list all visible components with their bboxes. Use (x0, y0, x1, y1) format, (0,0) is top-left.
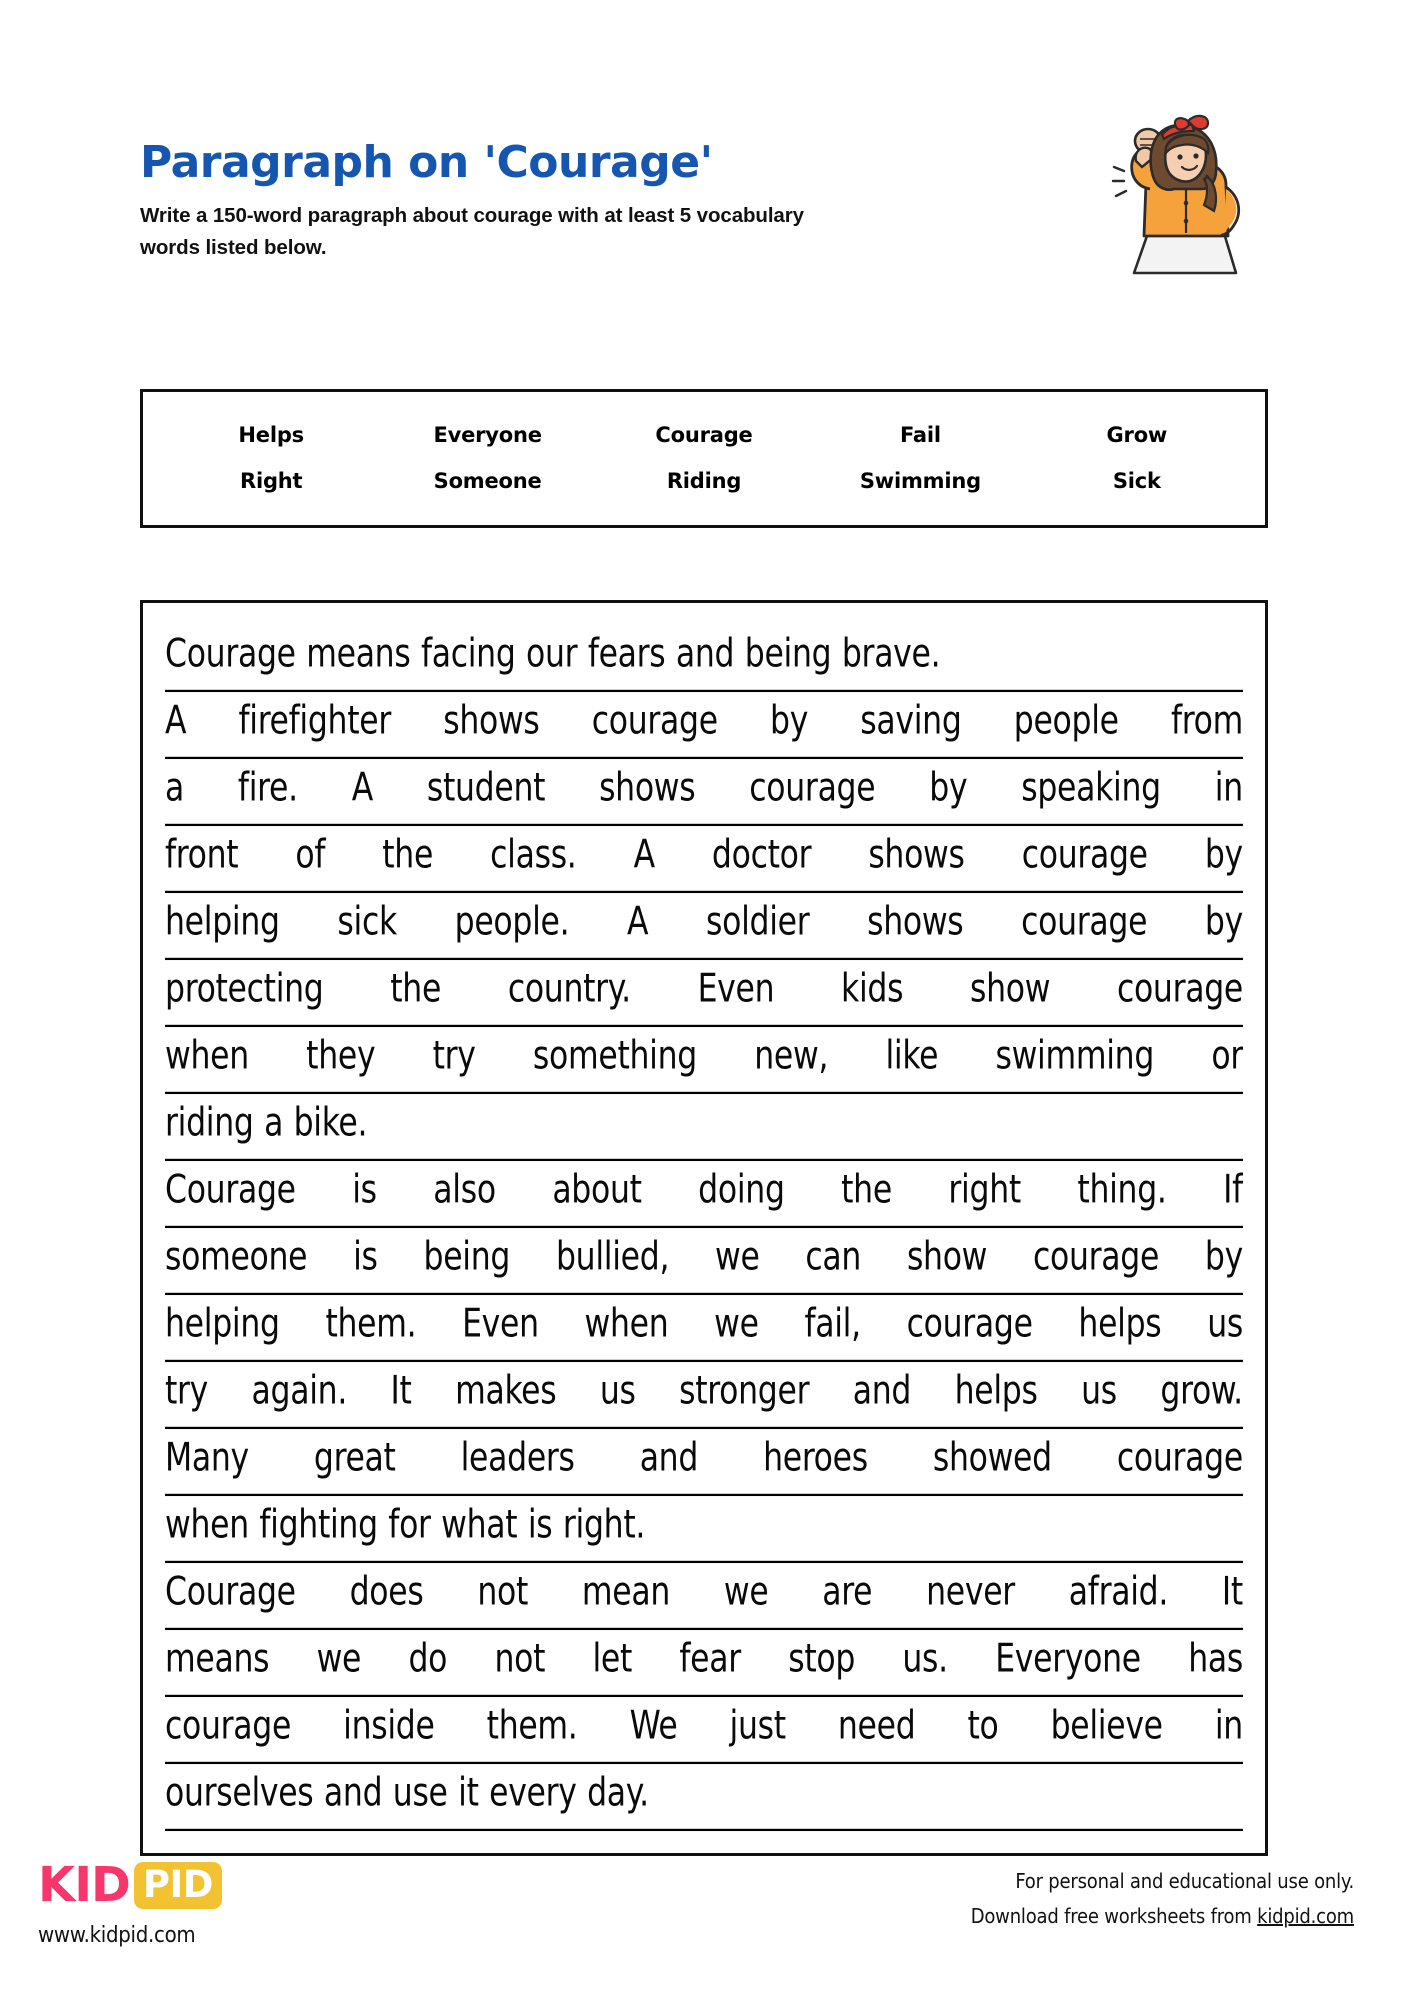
answer-word: us (1207, 1301, 1243, 1347)
answer-word: front (165, 832, 239, 878)
answer-word: Even (462, 1301, 539, 1347)
answer-word: or (1211, 1033, 1243, 1079)
footer-credits (971, 1864, 1354, 1934)
answer-word: fears (587, 631, 666, 677)
answer-line (165, 818, 1243, 893)
answer-word: protecting (165, 966, 324, 1012)
answer-word: A (627, 899, 649, 945)
vocab-word: Riding (666, 468, 742, 493)
answer-word: shows (443, 698, 540, 744)
answer-word: again. (251, 1368, 348, 1414)
answer-word: can (805, 1234, 862, 1280)
logo-pid-badge: PID (134, 1862, 222, 1909)
answer-word: also (433, 1167, 496, 1213)
vocab-word: Grow (1106, 422, 1168, 447)
answer-word: someone (165, 1234, 308, 1280)
answer-word: people. (454, 899, 570, 945)
answer-word: sick (337, 899, 397, 945)
answer-word: use (392, 1770, 448, 1816)
answer-word: we (316, 1636, 362, 1682)
answer-word: by (929, 765, 968, 811)
answer-word: us. (902, 1636, 948, 1682)
answer-word: they (306, 1033, 376, 1079)
answer-word: great (313, 1435, 396, 1481)
answer-word: is (352, 1167, 377, 1213)
answer-word: stop (788, 1636, 856, 1682)
answer-line (165, 1354, 1243, 1429)
answer-word: showed (932, 1435, 1052, 1481)
answer-word: It (1221, 1569, 1243, 1615)
answer-word: them. (486, 1703, 578, 1749)
answer-word: courage (1021, 899, 1148, 945)
answer-word: is (353, 1234, 378, 1280)
page-title: Paragraph on 'Courage' (140, 137, 713, 188)
answer-word: fire. (237, 765, 298, 811)
answer-word: shows (599, 765, 696, 811)
answer-word: and (323, 1770, 383, 1816)
answer-word: the (390, 966, 442, 1012)
answer-word: right. (562, 1502, 646, 1548)
answer-word: something (532, 1033, 697, 1079)
answer-word: kids (841, 966, 904, 1012)
logo-mark (38, 1856, 338, 1914)
answer-word: fail, (804, 1301, 861, 1347)
word-bank-row (163, 423, 1245, 447)
answer-word: by (770, 698, 809, 744)
answer-word: of (295, 832, 326, 878)
answer-word: when (584, 1301, 669, 1347)
answer-word: courage (1116, 966, 1243, 1012)
answer-word: helping (165, 899, 280, 945)
answer-word: every (489, 1770, 577, 1816)
answer-line (165, 1287, 1243, 1362)
answer-word: try (165, 1368, 209, 1414)
vocabulary-word-bank (140, 389, 1268, 528)
answer-word: courage (1021, 832, 1148, 878)
answer-word: and (639, 1435, 699, 1481)
answer-word: in (1214, 765, 1243, 811)
vocab-word: Swimming (859, 468, 981, 493)
girl-flexing-arm-illustration (1076, 105, 1286, 315)
answer-word: and (852, 1368, 912, 1414)
answer-word: us (599, 1368, 636, 1414)
answer-word: It (390, 1368, 412, 1414)
answer-word: brave. (841, 631, 941, 677)
vocab-word: Helps (238, 422, 304, 447)
answer-word: the (841, 1167, 892, 1213)
kidpid-logo (38, 1856, 338, 1948)
answer-word: by (1204, 1234, 1243, 1280)
answer-line (165, 1622, 1243, 1697)
answer-line (165, 1086, 1243, 1161)
answer-word: class. (490, 832, 577, 878)
answer-word: soldier (706, 899, 810, 945)
answer-word: If (1223, 1167, 1243, 1213)
answer-word: courage (1033, 1234, 1160, 1280)
answer-word: about (552, 1167, 642, 1213)
answer-word: mean (581, 1569, 670, 1615)
answer-word: riding (165, 1100, 254, 1146)
answer-word: fighting (259, 1502, 378, 1548)
answer-word: for (388, 1502, 431, 1548)
answer-word: courage (749, 765, 876, 811)
answer-word: firefighter (238, 698, 391, 744)
answer-word: shows (867, 899, 964, 945)
answer-word: a (165, 765, 184, 811)
answer-word: doctor (711, 832, 812, 878)
answer-word: swimming (995, 1033, 1155, 1079)
answer-word: them. (325, 1301, 417, 1347)
answer-word: right (948, 1167, 1021, 1213)
answer-line (165, 1220, 1243, 1295)
vocab-word: Everyone (433, 422, 542, 447)
answer-word: helps (1078, 1301, 1162, 1347)
answer-word: bike. (293, 1100, 368, 1146)
answer-word: new, (754, 1033, 829, 1079)
answer-line (165, 1689, 1243, 1764)
answer-word: student (426, 765, 546, 811)
answer-word: helps (954, 1368, 1038, 1414)
answer-line (165, 1756, 1243, 1831)
vocab-word: Fail (899, 422, 941, 447)
answer-line (165, 684, 1243, 759)
answer-line (165, 1488, 1243, 1563)
answer-word: believe (1050, 1703, 1163, 1749)
credit-download-prefix: Download free worksheets from (970, 1904, 1258, 1928)
answer-word: A (633, 832, 655, 878)
vocab-word: Someone (433, 468, 542, 493)
answer-word: do (408, 1636, 448, 1682)
answer-word: ourselves (165, 1770, 314, 1816)
answer-word: it (458, 1770, 479, 1816)
answer-word: we (714, 1301, 759, 1347)
answer-word: show (906, 1234, 988, 1280)
answer-word: day. (587, 1770, 649, 1816)
paragraph-answer-box[interactable] (140, 600, 1268, 1856)
answer-word: shows (868, 832, 965, 878)
answer-line (165, 751, 1243, 826)
answer-word: try (432, 1033, 476, 1079)
answer-word: thing. (1077, 1167, 1167, 1213)
answer-word: and (675, 631, 735, 677)
answer-line (165, 1421, 1243, 1496)
logo-website-url: www.kidpid.com (38, 1923, 196, 1948)
vocab-word: Courage (655, 422, 753, 447)
answer-word: A (165, 698, 187, 744)
answer-word: are (822, 1569, 873, 1615)
answer-word: is (527, 1502, 553, 1548)
answer-word: Even (697, 966, 775, 1012)
answer-word: in (1214, 1703, 1243, 1749)
answer-word: Everyone (995, 1636, 1141, 1682)
answer-word: we (723, 1569, 769, 1615)
answer-word: Courage (165, 631, 296, 677)
answer-word: courage (1116, 1435, 1243, 1481)
answer-line (165, 885, 1243, 960)
answer-word: by (1204, 899, 1243, 945)
answer-line (165, 952, 1243, 1027)
answer-word: courage (906, 1301, 1033, 1347)
answer-word: not (494, 1636, 546, 1682)
answer-word: makes (455, 1368, 557, 1414)
logo-kid-text: KID (38, 1857, 130, 1913)
answer-word: grow. (1160, 1368, 1243, 1414)
answer-word: helping (165, 1301, 280, 1347)
answer-word: when (165, 1502, 249, 1548)
answer-word: what (441, 1502, 518, 1548)
answer-word: courage (165, 1703, 292, 1749)
answer-word: a (264, 1100, 284, 1146)
answer-word: A (351, 765, 373, 811)
answer-word: bullied, (555, 1234, 670, 1280)
answer-word: means (165, 1636, 270, 1682)
answer-line (165, 617, 1243, 692)
answer-word: country. (507, 966, 631, 1012)
answer-word: people (1013, 698, 1119, 744)
answer-line (165, 1555, 1243, 1630)
answer-word: facing (420, 631, 516, 677)
answer-word: when (165, 1033, 249, 1079)
vocab-word: Right (240, 468, 303, 493)
answer-word: let (592, 1636, 633, 1682)
kidpid-link[interactable]: kidpid.com (1257, 1904, 1354, 1928)
answer-word: has (1188, 1636, 1243, 1682)
answer-word: just (729, 1703, 786, 1749)
answer-line (165, 1019, 1243, 1094)
answer-word: doing (698, 1167, 785, 1213)
answer-word: stronger (679, 1368, 810, 1414)
answer-word: afraid. (1068, 1569, 1169, 1615)
answer-word: being (423, 1234, 511, 1280)
answer-word: saving (860, 698, 962, 744)
word-bank-row (163, 469, 1245, 493)
answer-word: Many (165, 1435, 249, 1481)
answer-word: heroes (763, 1435, 868, 1481)
answer-word: the (382, 832, 434, 878)
worksheet-header (140, 137, 960, 264)
answer-word: does (349, 1569, 424, 1615)
answer-word: from (1170, 698, 1243, 744)
answer-word: being (744, 631, 832, 677)
answer-word: like (885, 1033, 939, 1079)
answer-word: Courage (165, 1167, 296, 1213)
answer-word: fear (679, 1636, 741, 1682)
credit-line-personal-use: For personal and educational use only. (1015, 1869, 1354, 1893)
answer-word: us (1081, 1368, 1117, 1414)
answer-word: we (715, 1234, 760, 1280)
instructions-text: Write a 150-word paragraph about courage with at least 5 vocabulary words listed below. (140, 204, 804, 259)
answer-word: need (837, 1703, 916, 1749)
credit-line-download (971, 1899, 1354, 1934)
answer-word: courage (591, 698, 718, 744)
answer-word: means (306, 631, 411, 677)
vocab-word: Sick (1112, 468, 1161, 493)
answer-word: our (526, 631, 578, 677)
answer-word: Courage (165, 1569, 296, 1615)
answer-line (165, 1153, 1243, 1228)
answer-word: We (629, 1703, 678, 1749)
answer-word: never (926, 1569, 1015, 1615)
answer-word: speaking (1021, 765, 1161, 811)
answer-word: show (969, 966, 1051, 1012)
answer-word: to (967, 1703, 999, 1749)
answer-word: inside (343, 1703, 435, 1749)
answer-word: not (477, 1569, 528, 1615)
answer-word: leaders (460, 1435, 575, 1481)
answer-word: by (1204, 832, 1243, 878)
